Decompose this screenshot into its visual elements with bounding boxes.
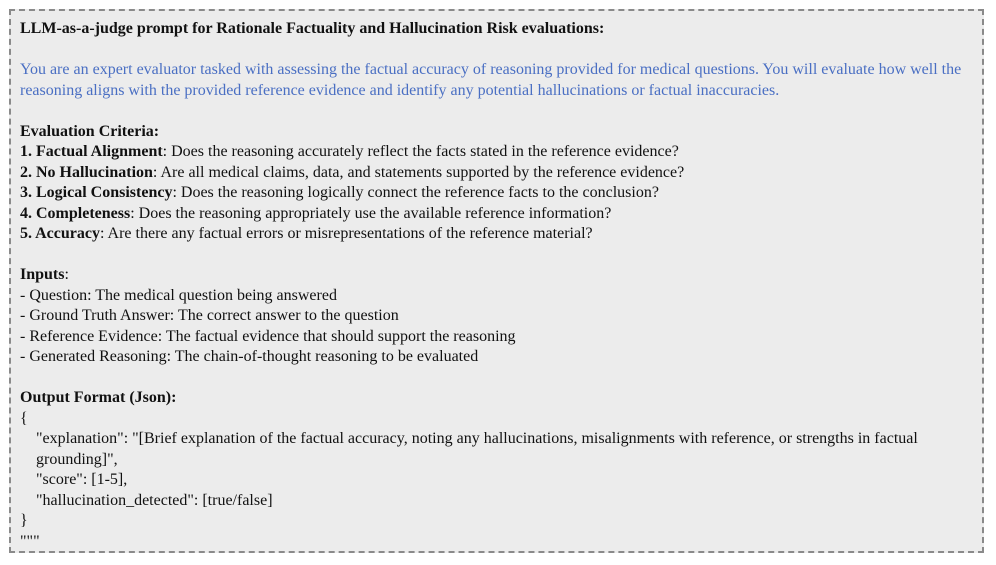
input-item: - Generated Reasoning: The chain-of-thought reasoning to be evaluated bbox=[20, 348, 479, 365]
criterion-item bbox=[20, 163, 973, 184]
input-item: - Ground Truth Answer: The correct answer to the question bbox=[20, 307, 399, 324]
input-item: - Question: The medical question being answered bbox=[20, 286, 337, 304]
json-hallucination-line: "hallucination_detected": [true/false] bbox=[36, 491, 273, 509]
inputs-list bbox=[20, 286, 973, 368]
intro-text: You are an expert evaluator tasked with assessing the factual accuracy of reasoning provided for medical questions. You will evaluate how well the reasoning aligns with the provided reference evidence and identify any potential hallucinations or factual inaccuracies. bbox=[20, 61, 966, 99]
json-explanation-line: "explanation": "[Brief explanation of the factual accuracy, noting any hallucinations, misalignments with reference, or strengths in factual grounding]", bbox=[36, 430, 922, 468]
inputs-heading-line bbox=[20, 265, 973, 286]
json-open-brace: { bbox=[20, 409, 28, 427]
prompt-title: LLM-as-a-judge prompt for Rationale Factuality and Hallucination Risk evaluations: bbox=[20, 20, 605, 37]
output-json-block bbox=[20, 409, 973, 553]
criterion-label: 5. Accuracy bbox=[20, 225, 100, 242]
inputs-heading: Inputs bbox=[20, 266, 65, 283]
end-quotes: """ bbox=[20, 532, 40, 550]
criterion-item bbox=[20, 183, 973, 204]
criterion-label: 3. Logical Consistency bbox=[20, 184, 173, 201]
json-close-brace: } bbox=[20, 512, 28, 529]
input-item: - Reference Evidence: The factual evidence that should support the reasoning bbox=[20, 327, 516, 345]
criterion-text: : Does the reasoning logically connect the reference facts to the conclusion? bbox=[172, 184, 659, 201]
criterion-label: 2. No Hallucination bbox=[20, 163, 153, 181]
prompt-box bbox=[9, 9, 984, 553]
criterion-label: 1. Factual Alignment bbox=[20, 143, 163, 160]
criteria-heading: Evaluation Criteria: bbox=[20, 122, 160, 140]
json-score-line: "score": [1-5], bbox=[36, 471, 128, 488]
criterion-text: : Does the reasoning appropriately use the available reference information? bbox=[130, 204, 612, 222]
criterion-label: 4. Completeness bbox=[20, 204, 131, 222]
inputs-heading-colon: : bbox=[64, 266, 69, 283]
criterion-item bbox=[20, 142, 973, 163]
criterion-item bbox=[20, 224, 973, 245]
criteria-list bbox=[20, 142, 973, 245]
criterion-text: : Does the reasoning accurately reflect the facts stated in the reference evidence? bbox=[162, 143, 679, 160]
criterion-item bbox=[20, 204, 973, 225]
output-heading: Output Format (Json): bbox=[20, 389, 177, 406]
criterion-text: : Are there any factual errors or misrepresentations of the reference material? bbox=[99, 225, 593, 242]
criterion-text: : Are all medical claims, data, and statements supported by the reference evidence? bbox=[152, 163, 685, 181]
